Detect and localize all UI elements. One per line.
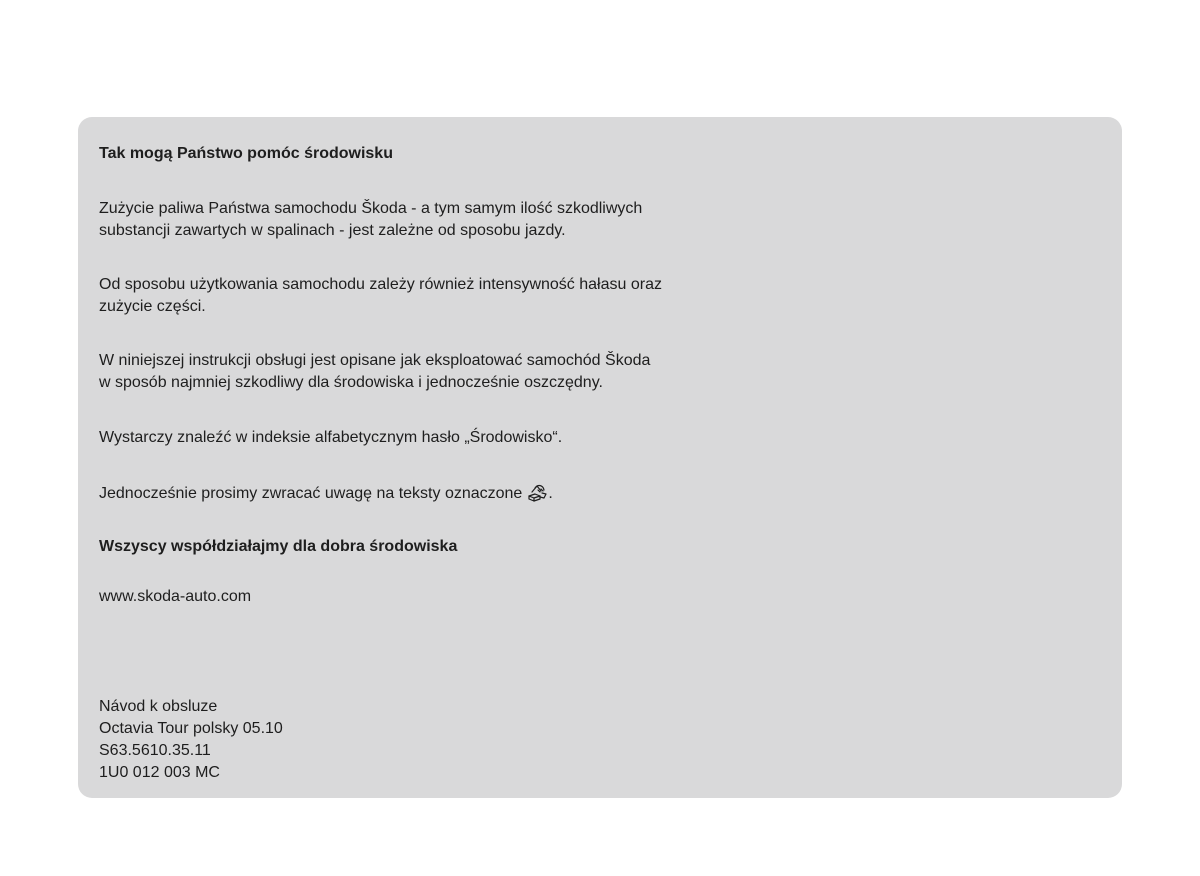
paragraph-line: w sposób najmniej szkodliwy dla środowiska i jednocześnie oszczędny. xyxy=(99,374,603,391)
paragraph-line: zużycie części. xyxy=(99,298,206,315)
paragraph-line: Zużycie paliwa Państwa samochodu Škoda - a tym samym ilość szkodliwych xyxy=(99,200,643,217)
environment-icon xyxy=(526,482,548,509)
panel-heading: Tak mogą Państwo pomóc środowisku xyxy=(99,145,393,162)
paragraph-line: W niniejszej instrukcji obsługi jest opisane jak eksploatować samochód Škoda xyxy=(99,352,651,369)
paragraph-noise xyxy=(99,274,662,318)
paragraph-line: Od sposobu użytkowania samochodu zależy również intensywność hałasu oraz xyxy=(99,276,662,293)
imprint-block xyxy=(99,696,283,784)
website-link[interactable]: www.skoda-auto.com xyxy=(99,588,252,605)
paragraph-line: substancji zawartych w spalinach - jest zależne od sposobu jazdy. xyxy=(99,222,566,239)
imprint-line: Octavia Tour polsky 05.10 xyxy=(99,720,283,737)
paragraph-marked-texts xyxy=(99,482,553,509)
paragraph-end: . xyxy=(548,485,553,502)
slogan: Wszyscy współdziałajmy dla dobra środowiska xyxy=(99,538,458,555)
imprint-line: Návod k obsluze xyxy=(99,698,218,715)
paragraph-manual-info xyxy=(99,350,650,394)
imprint-line: 1U0 012 003 MC xyxy=(99,764,220,781)
paragraph-text: Jednocześnie prosimy zwracać uwagę na teksty oznaczone xyxy=(99,485,523,502)
paragraph-fuel-consumption xyxy=(99,198,642,242)
paragraph-index-hint: Wystarczy znaleźć w indeksie alfabetycznym hasło „Środowisko“. xyxy=(99,429,563,446)
imprint-line: S63.5610.35.11 xyxy=(99,742,211,759)
